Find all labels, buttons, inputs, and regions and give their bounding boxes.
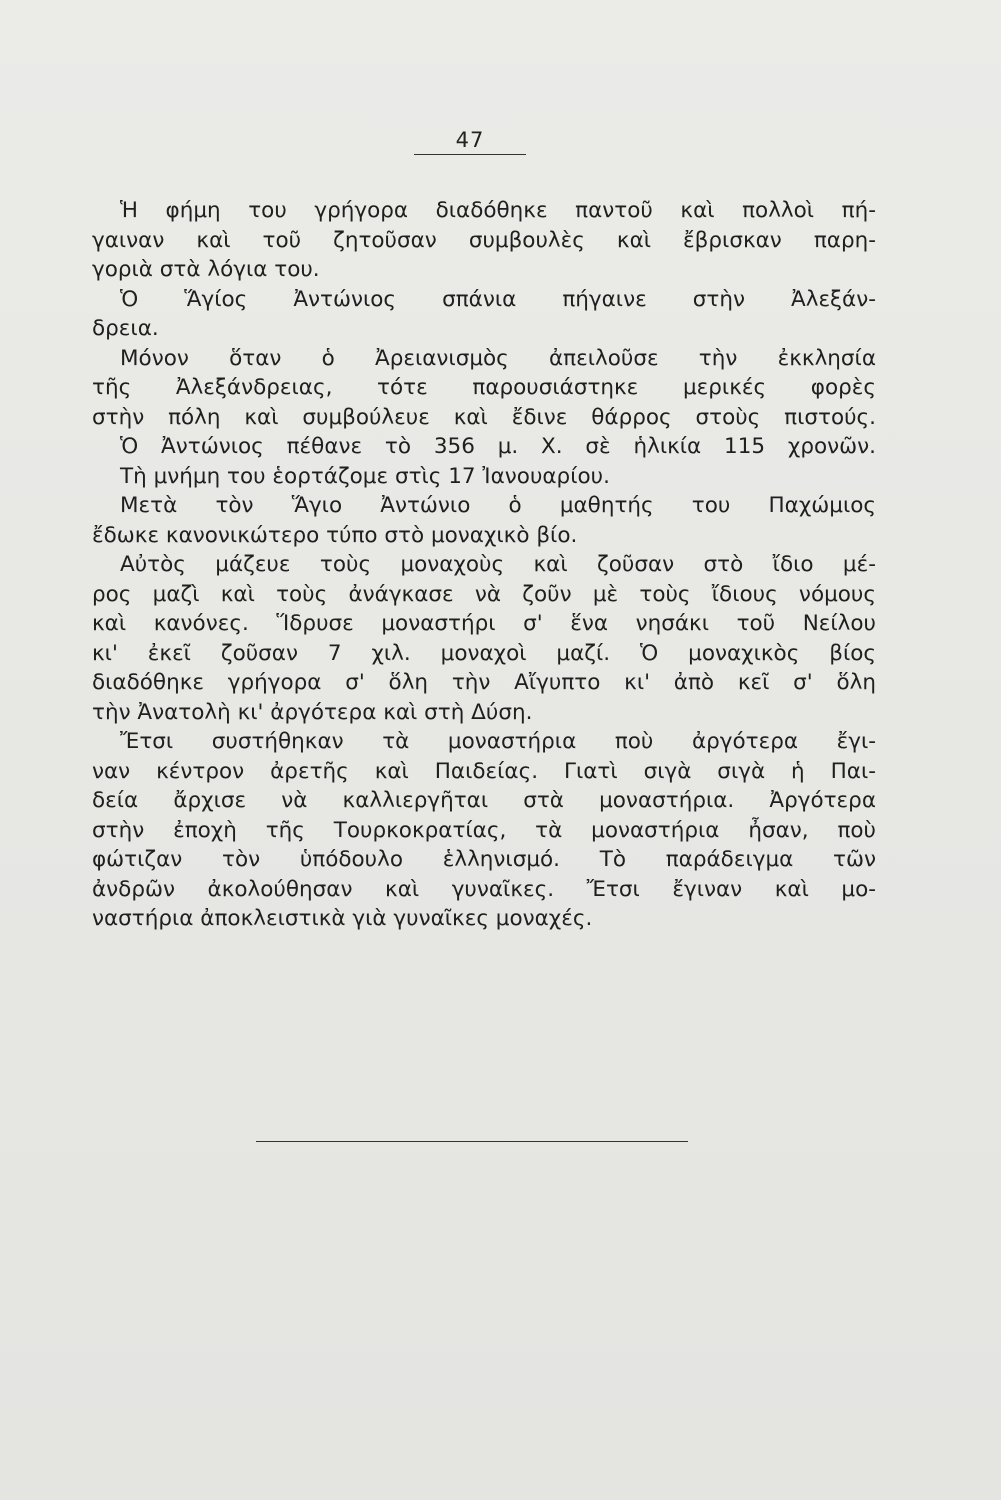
text-line: δρεια. [92, 316, 159, 341]
text-line: ἔδωκε κανονικώτερο τύπο στὸ μοναχικὸ βίο. [92, 522, 578, 548]
text-line: δεία ἄρχισε νὰ καλλιεργῆται στὰ μοναστήρια. Ἀργότερα [92, 788, 876, 813]
text-line: στὴν πόλη καὶ συμβούλευε καὶ ἔδινε θάρρος στοὺς πιστούς. [92, 404, 876, 430]
text-line: διαδόθηκε γρήγορα σ' ὅλη τὴν Αἴγυπτο κι' ἀπὸ κεῖ σ' ὅλη [92, 670, 876, 695]
page-number: 47 [455, 128, 485, 152]
text-line: στὴν ἐποχὴ τῆς Τουρκοκρατίας, τὰ μοναστήρια ἦσαν, ποὺ [92, 817, 876, 843]
text-line: γοριὰ στὰ λόγια του. [92, 257, 320, 282]
text-line: Μόνον ὅταν ὁ Ἀρειανισμὸς ἀπειλοῦσε τὴν ἐκκλησία [120, 345, 876, 371]
text-line: τῆς Ἀλεξάνδρειας, τότε παρουσιάστηκε μερικές φορὲς [92, 375, 876, 400]
text-line: φώτιζαν τὸν ὑπόδουλο ἑλληνισμό. Τὸ παράδειγμα τῶν [92, 847, 876, 872]
end-of-text-rule [256, 1141, 688, 1142]
text-line: Ὁ Ἀντώνιος πέθανε τὸ 356 μ. Χ. σὲ ἡλικία 115 χρονῶν. [120, 434, 876, 459]
text-line: τὴν Ἀνατολὴ κι' ἀργότερα καὶ στὴ Δύση. [92, 699, 533, 725]
text-line: Αὐτὸς μάζευε τοὺς μοναχοὺς καὶ ζοῦσαν στὸ ἴδιο μέ- [120, 552, 876, 577]
text-line: ρος μαζὶ καὶ τοὺς ἀνάγκασε νὰ ζοῦν μὲ τοὺς ἴδιους νόμους [92, 581, 876, 607]
text-line: Μετὰ τὸν Ἅγιο Ἀντώνιο ὁ μαθητής του Παχώμιος [120, 493, 876, 518]
text-line: Τὴ μνήμη του ἑορτάζομε στὶς 17 Ἰανουαρίου. [120, 463, 610, 489]
text-line: ναν κέντρον ἀρετῆς καὶ Παιδείας. Γιατὶ σιγὰ σιγὰ ἡ Παι- [92, 758, 876, 784]
text-line: Ἔτσι συστήθηκαν τὰ μοναστήρια ποὺ ἀργότερα ἔγι- [120, 729, 876, 754]
body-text [92, 196, 876, 934]
text-line: γαιναν καὶ τοῦ ζητοῦσαν συμβουλὲς καὶ ἔβρισκαν παρη- [92, 227, 876, 253]
text-line: ναστήρια ἀποκλειστικὰ γιὰ γυναῖκες μοναχές. [92, 906, 593, 931]
text-line: Ἡ φήμη του γρήγορα διαδόθηκε παντοῦ καὶ πολλοὶ πή- [120, 198, 876, 223]
text-line: ἀνδρῶν ἀκολούθησαν καὶ γυναῖκες. Ἔτσι ἔγιναν καὶ μο- [92, 876, 876, 902]
text-line: καὶ κανόνες. Ἵδρυσε μοναστήρι σ' ἕνα νησάκι τοῦ Νείλου [92, 611, 876, 636]
page-number-rule [414, 154, 526, 155]
text-line: κι' ἐκεῖ ζοῦσαν 7 χιλ. μοναχοὶ μαζί. Ὁ μοναχικὸς βίος [92, 640, 876, 666]
text-line: Ὁ Ἅγίος Ἀντώνιος σπάνια πήγαινε στὴν Ἀλεξάν- [120, 286, 876, 312]
